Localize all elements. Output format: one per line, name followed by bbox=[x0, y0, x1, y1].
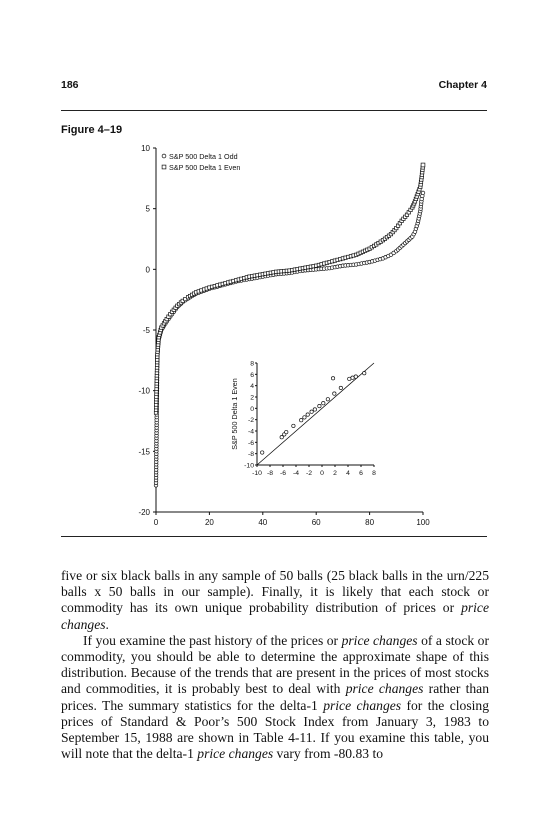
inset-point bbox=[348, 377, 351, 380]
inset-point bbox=[351, 376, 354, 379]
inset-x-tick-label: -4 bbox=[292, 470, 300, 477]
p2-emphasis-1: price changes bbox=[341, 632, 418, 648]
inset-y-tick-label: -2 bbox=[247, 417, 254, 425]
inset-chart bbox=[230, 361, 376, 478]
p1-text: five or six black balls in any sample of 50 balls (25 black balls in the urn/225 balls x 50 balls in our sample). Finally, it is likely that each stock or commodity has its own unique probability distribution of prices or bbox=[61, 568, 489, 616]
inset-point bbox=[300, 419, 303, 422]
inset-y-tick-label: -10 bbox=[244, 462, 254, 470]
inset-y-tick-label: -8 bbox=[247, 451, 254, 459]
p2-text-c: rather than prices. The summary statistics for the delta-1 bbox=[61, 681, 490, 713]
inset-point bbox=[363, 372, 366, 375]
inset-x-tick-label: -2 bbox=[305, 470, 313, 477]
legend-label-even: S&P 500 Delta 1 Even bbox=[169, 163, 241, 172]
legend-marker-odd bbox=[162, 154, 166, 158]
inset-y-tick-label: -6 bbox=[247, 439, 254, 447]
p1-emphasis: price changes bbox=[61, 600, 489, 632]
inset-x-tick-label: 8 bbox=[372, 470, 376, 477]
inset-point bbox=[285, 430, 288, 433]
legend bbox=[162, 152, 240, 172]
y-tick-label: -10 bbox=[138, 386, 150, 396]
inset-x-tick-label: 0 bbox=[320, 470, 324, 477]
inset-point bbox=[280, 436, 283, 439]
inset-x-tick-label: 2 bbox=[333, 470, 337, 477]
p2-text-e: vary from -80.83 to bbox=[273, 746, 384, 762]
p2-text-a: If you examine the past history of the prices or bbox=[83, 632, 342, 648]
x-tick-label: 20 bbox=[204, 518, 214, 527]
chapter-title: Chapter 4 bbox=[438, 79, 487, 91]
series-even bbox=[154, 163, 425, 414]
inset-point bbox=[303, 416, 306, 419]
p2-text-d: for the closing prices of Standard & Poor’s 500 Stock Index from January 3, 1983 to September 15, 1988 are shown in Table 4-11. If you examine this table, you will note that the delta-1 bbox=[61, 697, 490, 762]
inset-point bbox=[333, 392, 336, 395]
series-odd bbox=[154, 191, 425, 487]
x-tick-label: 60 bbox=[311, 518, 321, 527]
inset-y-tick-label: 0 bbox=[250, 405, 254, 413]
data-point bbox=[421, 163, 425, 167]
figure-label: Figure 4–19 bbox=[61, 124, 123, 136]
inset-y-tick-label: 2 bbox=[250, 394, 254, 402]
inset-point bbox=[310, 410, 313, 413]
paragraph-1 bbox=[61, 568, 489, 633]
body-text bbox=[61, 568, 489, 762]
y-tick-label: 5 bbox=[145, 204, 150, 214]
inset-point bbox=[339, 386, 342, 389]
inset-x-tick-label: 6 bbox=[359, 470, 363, 477]
inset-point bbox=[313, 408, 316, 411]
inset-point bbox=[261, 451, 264, 454]
p2-emphasis-4: price changes bbox=[197, 746, 274, 762]
x-tick-label: 0 bbox=[153, 518, 159, 527]
paragraph-2 bbox=[61, 633, 489, 763]
legend-label-odd: S&P 500 Delta 1 Odd bbox=[169, 152, 238, 161]
inset-point bbox=[292, 424, 295, 427]
x-tick-label: 80 bbox=[365, 518, 375, 527]
inset-point bbox=[318, 404, 321, 407]
inset-y-axis-label: S&P 500 Delta 1 Even bbox=[230, 378, 239, 450]
page-number: 186 bbox=[61, 79, 79, 91]
inset-point bbox=[354, 375, 357, 378]
x-tick-label: 100 bbox=[416, 518, 430, 527]
legend-marker-even bbox=[162, 165, 166, 169]
inset-point bbox=[322, 402, 325, 405]
figure-bottom-rule bbox=[61, 536, 487, 537]
inset-x-tick-label: 4 bbox=[346, 470, 350, 477]
inset-point bbox=[326, 398, 329, 401]
p2-emphasis-2: price changes bbox=[345, 681, 424, 697]
inset-y-tick-label: 6 bbox=[250, 371, 254, 379]
y-tick-label: 10 bbox=[141, 144, 150, 153]
p2-text-b: of a stock or commodity, you should be able to determine the approximate shape of this distribution. Because of the trends that are present in the prices of most stocks and commodities, it is probably best to deal with bbox=[61, 632, 489, 697]
inset-x-tick-label: -10 bbox=[252, 470, 262, 477]
y-tick-label: -15 bbox=[138, 447, 150, 457]
y-tick-label: -5 bbox=[142, 326, 150, 335]
y-tick-label: -20 bbox=[138, 508, 150, 517]
inset-y-tick-label: 4 bbox=[250, 383, 254, 391]
p1-end: . bbox=[105, 616, 109, 632]
inset-x-tick-label: -8 bbox=[266, 470, 274, 477]
p2-emphasis-3: price changes bbox=[323, 697, 402, 713]
data-point bbox=[421, 191, 425, 195]
inset-x-tick-label: -6 bbox=[279, 470, 287, 477]
inset-point bbox=[331, 377, 334, 380]
x-tick-label: 40 bbox=[258, 518, 268, 527]
inset-point bbox=[306, 413, 309, 416]
inset-y-tick-label: 8 bbox=[250, 360, 254, 368]
y-tick-label: 0 bbox=[145, 265, 150, 275]
inset-y-tick-label: -4 bbox=[247, 428, 254, 436]
series-line bbox=[156, 165, 423, 413]
